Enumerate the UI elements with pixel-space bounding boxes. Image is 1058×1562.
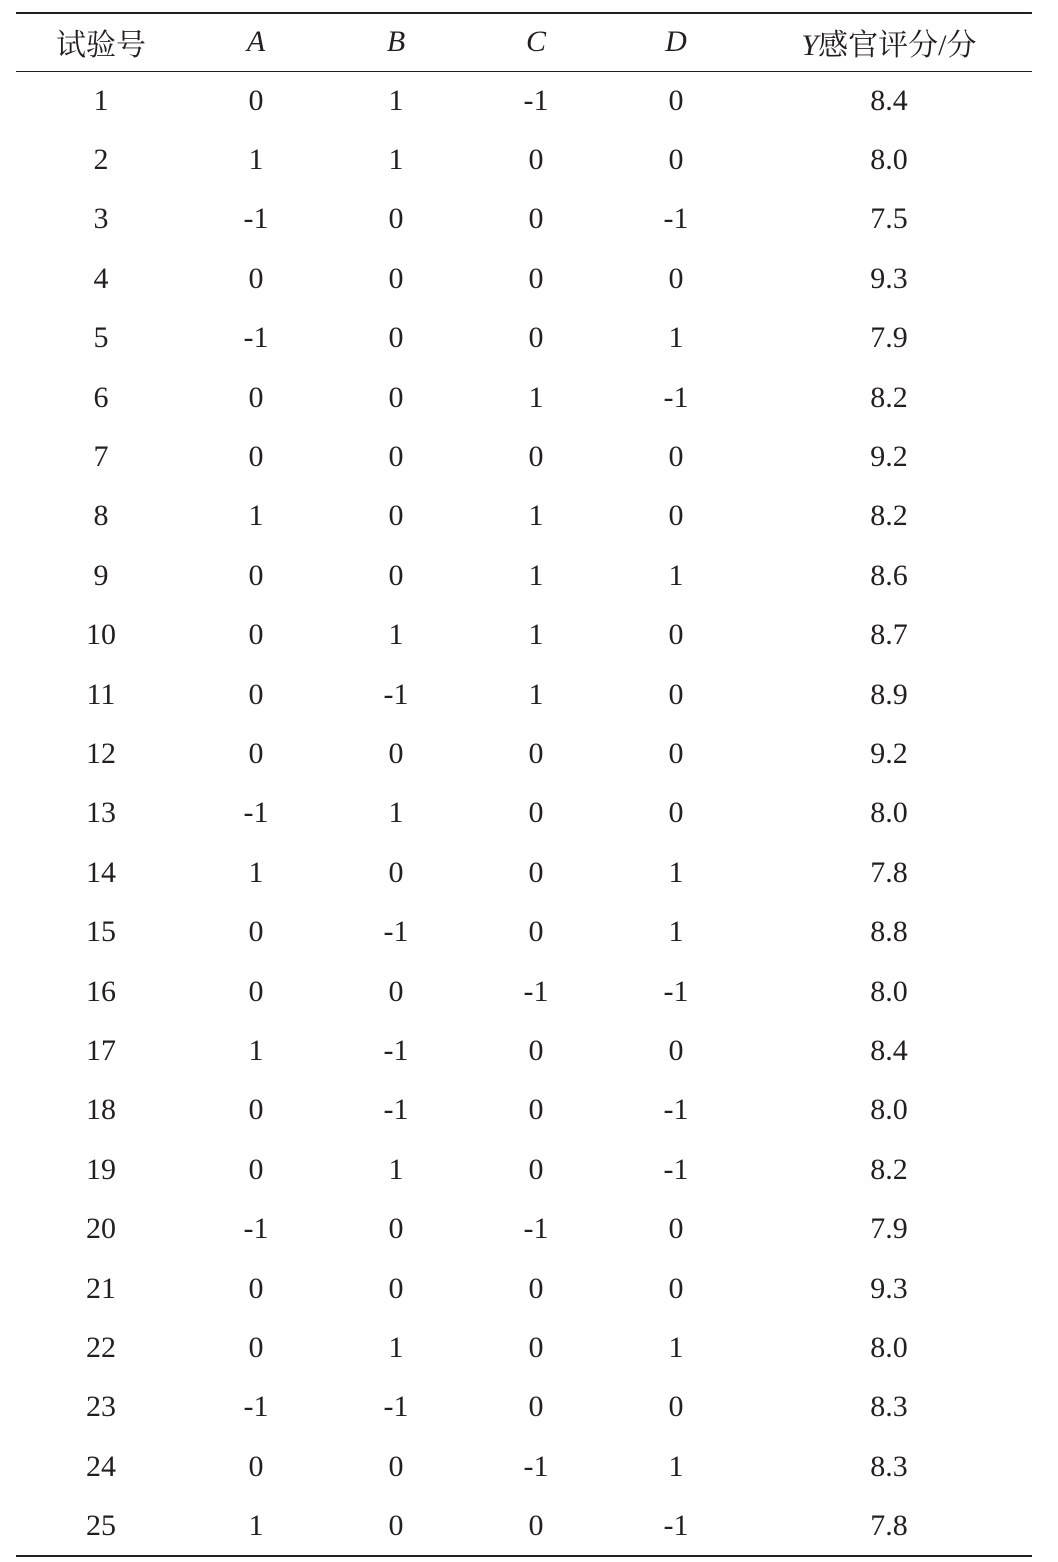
cell-trial-number: 11 — [86, 677, 116, 711]
cell-factor-a: -1 — [243, 321, 269, 355]
cell-factor-b: 1 — [388, 618, 404, 652]
cell-sensory-score: 8.4 — [870, 1033, 908, 1067]
cell-trial-number: 18 — [86, 1093, 116, 1127]
cell-factor-b: -1 — [383, 915, 409, 949]
cell-factor-a: 0 — [248, 736, 264, 770]
cell-factor-b: -1 — [383, 677, 409, 711]
table-row — [16, 487, 1032, 546]
table-row — [16, 1378, 1032, 1437]
table-row — [16, 190, 1032, 249]
cell-factor-d: 1 — [668, 1449, 684, 1483]
cell-factor-a: -1 — [243, 1390, 269, 1424]
table-row — [16, 427, 1032, 486]
cell-trial-number: 4 — [93, 261, 109, 295]
table-row — [16, 309, 1032, 368]
table-row — [16, 1318, 1032, 1377]
cell-factor-a: 1 — [248, 143, 264, 177]
cell-factor-b: 0 — [388, 1271, 404, 1305]
cell-factor-d: 0 — [668, 736, 684, 770]
cell-trial-number: 15 — [86, 915, 116, 949]
table-row — [16, 71, 1032, 130]
header-factor-a: A — [186, 13, 326, 71]
cell-factor-a: 1 — [248, 499, 264, 533]
cell-factor-a: 1 — [248, 1033, 264, 1067]
cell-sensory-score: 8.0 — [870, 1093, 908, 1127]
cell-factor-c: 0 — [466, 1496, 606, 1555]
header-factor-c: C — [466, 13, 606, 71]
cell-factor-d: 0 — [668, 796, 684, 830]
cell-sensory-score: 8.2 — [870, 380, 908, 414]
cell-trial-number: 17 — [86, 1033, 116, 1067]
cell-factor-a: 0 — [248, 1093, 264, 1127]
table-row — [16, 843, 1032, 902]
cell-factor-b: 0 — [388, 558, 404, 592]
cell-factor-a: 0 — [248, 1152, 264, 1186]
cell-trial-number: 19 — [86, 1152, 116, 1186]
cell-factor-c: 0 — [528, 1033, 544, 1067]
cell-trial-number: 13 — [86, 796, 116, 830]
cell-factor-b: 1 — [388, 83, 404, 117]
cell-factor-d: 0 — [668, 677, 684, 711]
cell-sensory-score: 8.3 — [870, 1449, 908, 1483]
cell-factor-d: -1 — [663, 380, 689, 414]
cell-sensory-score: 8.0 — [870, 143, 908, 177]
cell-factor-a: 0 — [248, 677, 264, 711]
cell-trial-number: 9 — [93, 558, 109, 592]
cell-factor-c: 0 — [528, 202, 544, 236]
table-row — [16, 368, 1032, 427]
table-body — [16, 71, 1032, 1556]
table-row — [16, 724, 1032, 783]
cell-sensory-score: 7.9 — [870, 321, 908, 355]
cell-factor-b: 1 — [388, 796, 404, 830]
cell-factor-c: 1 — [528, 618, 544, 652]
cell-factor-d: -1 — [663, 202, 689, 236]
cell-trial-number: 2 — [93, 143, 109, 177]
cell-factor-c: 1 — [528, 380, 544, 414]
cell-factor-c: 0 — [528, 1390, 544, 1424]
cell-factor-c: 0 — [528, 1152, 544, 1186]
table-row — [16, 784, 1032, 843]
cell-factor-a: -1 — [243, 202, 269, 236]
cell-sensory-score: 9.2 — [870, 440, 908, 474]
cell-trial-number: 6 — [93, 380, 109, 414]
cell-factor-d: 0 — [668, 1033, 684, 1067]
cell-factor-b: 0 — [388, 202, 404, 236]
cell-sensory-score: 8.8 — [870, 915, 908, 949]
cell-trial-number: 21 — [86, 1271, 116, 1305]
cell-factor-b: 0 — [326, 1496, 466, 1555]
cell-sensory-score: 7.9 — [870, 1212, 908, 1246]
cell-factor-a: 0 — [248, 1271, 264, 1305]
header-factor-d: D — [606, 13, 746, 71]
cell-factor-b: 0 — [388, 974, 404, 1008]
cell-factor-d: 0 — [668, 1212, 684, 1246]
cell-factor-d: -1 — [663, 974, 689, 1008]
cell-trial-number: 12 — [86, 736, 116, 770]
cell-trial-number: 16 — [86, 974, 116, 1008]
cell-factor-d: 0 — [668, 440, 684, 474]
cell-factor-a: 0 — [248, 974, 264, 1008]
cell-trial-number: 7 — [93, 440, 109, 474]
cell-factor-b: 0 — [388, 321, 404, 355]
table-row — [16, 606, 1032, 665]
cell-factor-a: 1 — [248, 855, 264, 889]
cell-factor-c: 0 — [528, 440, 544, 474]
cell-factor-c: 0 — [528, 1271, 544, 1305]
cell-factor-a: 0 — [248, 915, 264, 949]
table-row — [16, 130, 1032, 189]
table-row — [16, 665, 1032, 724]
results-table-container — [16, 12, 1032, 1557]
cell-factor-d: 0 — [668, 83, 684, 117]
cell-factor-c: 0 — [528, 736, 544, 770]
cell-trial-number: 8 — [93, 499, 109, 533]
cell-factor-b: -1 — [383, 1093, 409, 1127]
cell-factor-d: 1 — [668, 558, 684, 592]
header-y-variable: Y — [801, 29, 819, 63]
cell-factor-a: 0 — [248, 1330, 264, 1364]
cell-factor-a: 1 — [186, 1496, 326, 1555]
cell-factor-b: 0 — [388, 855, 404, 889]
cell-factor-b: 1 — [388, 1152, 404, 1186]
cell-factor-c: 1 — [528, 558, 544, 592]
cell-factor-b: 1 — [388, 143, 404, 177]
cell-trial-number: 14 — [86, 855, 116, 889]
cell-factor-d: -1 — [606, 1496, 746, 1555]
table-row — [16, 902, 1032, 961]
results-table — [16, 12, 1032, 1557]
cell-factor-d: 1 — [668, 321, 684, 355]
table-row — [16, 1081, 1032, 1140]
header-factor-b: B — [326, 13, 466, 71]
cell-sensory-score: 8.2 — [870, 499, 908, 533]
table-row — [16, 1496, 1032, 1555]
cell-factor-b: 0 — [388, 440, 404, 474]
cell-factor-d: 0 — [668, 1390, 684, 1424]
cell-factor-c: 1 — [528, 499, 544, 533]
cell-factor-a: 0 — [248, 558, 264, 592]
table-header — [16, 13, 1032, 71]
cell-factor-b: 0 — [388, 380, 404, 414]
table-row — [16, 249, 1032, 308]
cell-trial-number: 25 — [16, 1496, 186, 1555]
cell-sensory-score: 9.2 — [870, 736, 908, 770]
cell-sensory-score: 7.5 — [870, 202, 908, 236]
cell-factor-c: 0 — [528, 143, 544, 177]
table-row — [16, 1140, 1032, 1199]
cell-trial-number: 23 — [86, 1390, 116, 1424]
cell-trial-number: 22 — [86, 1330, 116, 1364]
cell-sensory-score: 8.0 — [870, 796, 908, 830]
cell-factor-c: 0 — [528, 1093, 544, 1127]
table-row — [16, 1199, 1032, 1258]
cell-sensory-score: 7.8 — [870, 855, 908, 889]
cell-sensory-score: 9.3 — [870, 1271, 908, 1305]
cell-trial-number: 24 — [86, 1449, 116, 1483]
header-trial-number: 试验号 — [16, 13, 186, 71]
header-y-label: 感官评分/分 — [818, 29, 977, 63]
cell-factor-a: 0 — [248, 440, 264, 474]
cell-factor-c: -1 — [523, 83, 549, 117]
header-row — [16, 13, 1032, 71]
cell-factor-c: 0 — [528, 321, 544, 355]
cell-factor-a: 0 — [248, 261, 264, 295]
cell-sensory-score: 9.3 — [870, 261, 908, 295]
cell-factor-c: 0 — [528, 915, 544, 949]
cell-factor-a: -1 — [243, 796, 269, 830]
cell-sensory-score: 8.0 — [870, 1330, 908, 1364]
cell-sensory-score: 8.4 — [870, 83, 908, 117]
cell-factor-c: -1 — [523, 1212, 549, 1246]
cell-factor-b: -1 — [383, 1390, 409, 1424]
cell-factor-b: 0 — [388, 261, 404, 295]
cell-factor-a: 0 — [248, 618, 264, 652]
cell-factor-d: 0 — [668, 261, 684, 295]
cell-factor-c: -1 — [523, 974, 549, 1008]
cell-factor-d: 1 — [668, 855, 684, 889]
cell-factor-d: 1 — [668, 915, 684, 949]
cell-sensory-score: 8.9 — [870, 677, 908, 711]
cell-factor-c: 0 — [528, 261, 544, 295]
table-row — [16, 1437, 1032, 1496]
cell-factor-c: 0 — [528, 1330, 544, 1364]
table-row — [16, 1259, 1032, 1318]
cell-sensory-score: 8.0 — [870, 974, 908, 1008]
cell-factor-a: -1 — [243, 1212, 269, 1246]
cell-factor-b: 0 — [388, 1212, 404, 1246]
header-sensory-score — [746, 13, 1032, 71]
cell-sensory-score: 8.3 — [870, 1390, 908, 1424]
table-row — [16, 962, 1032, 1021]
cell-factor-a: 0 — [248, 380, 264, 414]
cell-factor-c: 0 — [528, 796, 544, 830]
table-row — [16, 546, 1032, 605]
cell-trial-number: 10 — [86, 618, 116, 652]
cell-trial-number: 1 — [93, 83, 109, 117]
table-row — [16, 1021, 1032, 1080]
cell-factor-a: 0 — [248, 1449, 264, 1483]
cell-factor-b: 0 — [388, 499, 404, 533]
cell-sensory-score: 8.2 — [870, 1152, 908, 1186]
cell-factor-b: 1 — [388, 1330, 404, 1364]
cell-factor-d: 0 — [668, 143, 684, 177]
cell-factor-b: 0 — [388, 736, 404, 770]
cell-sensory-score: 7.8 — [746, 1496, 1032, 1555]
cell-factor-d: -1 — [663, 1093, 689, 1127]
cell-factor-b: 0 — [388, 1449, 404, 1483]
cell-factor-b: -1 — [383, 1033, 409, 1067]
cell-factor-c: -1 — [523, 1449, 549, 1483]
cell-sensory-score: 8.6 — [870, 558, 908, 592]
cell-sensory-score: 8.7 — [870, 618, 908, 652]
cell-factor-d: 0 — [668, 499, 684, 533]
cell-factor-d: 1 — [668, 1330, 684, 1364]
cell-factor-d: 0 — [668, 618, 684, 652]
cell-factor-c: 0 — [528, 855, 544, 889]
cell-trial-number: 20 — [86, 1212, 116, 1246]
cell-factor-d: -1 — [663, 1152, 689, 1186]
cell-trial-number: 5 — [93, 321, 109, 355]
cell-factor-d: 0 — [668, 1271, 684, 1305]
cell-factor-a: 0 — [248, 83, 264, 117]
cell-factor-c: 1 — [528, 677, 544, 711]
cell-trial-number: 3 — [93, 202, 109, 236]
